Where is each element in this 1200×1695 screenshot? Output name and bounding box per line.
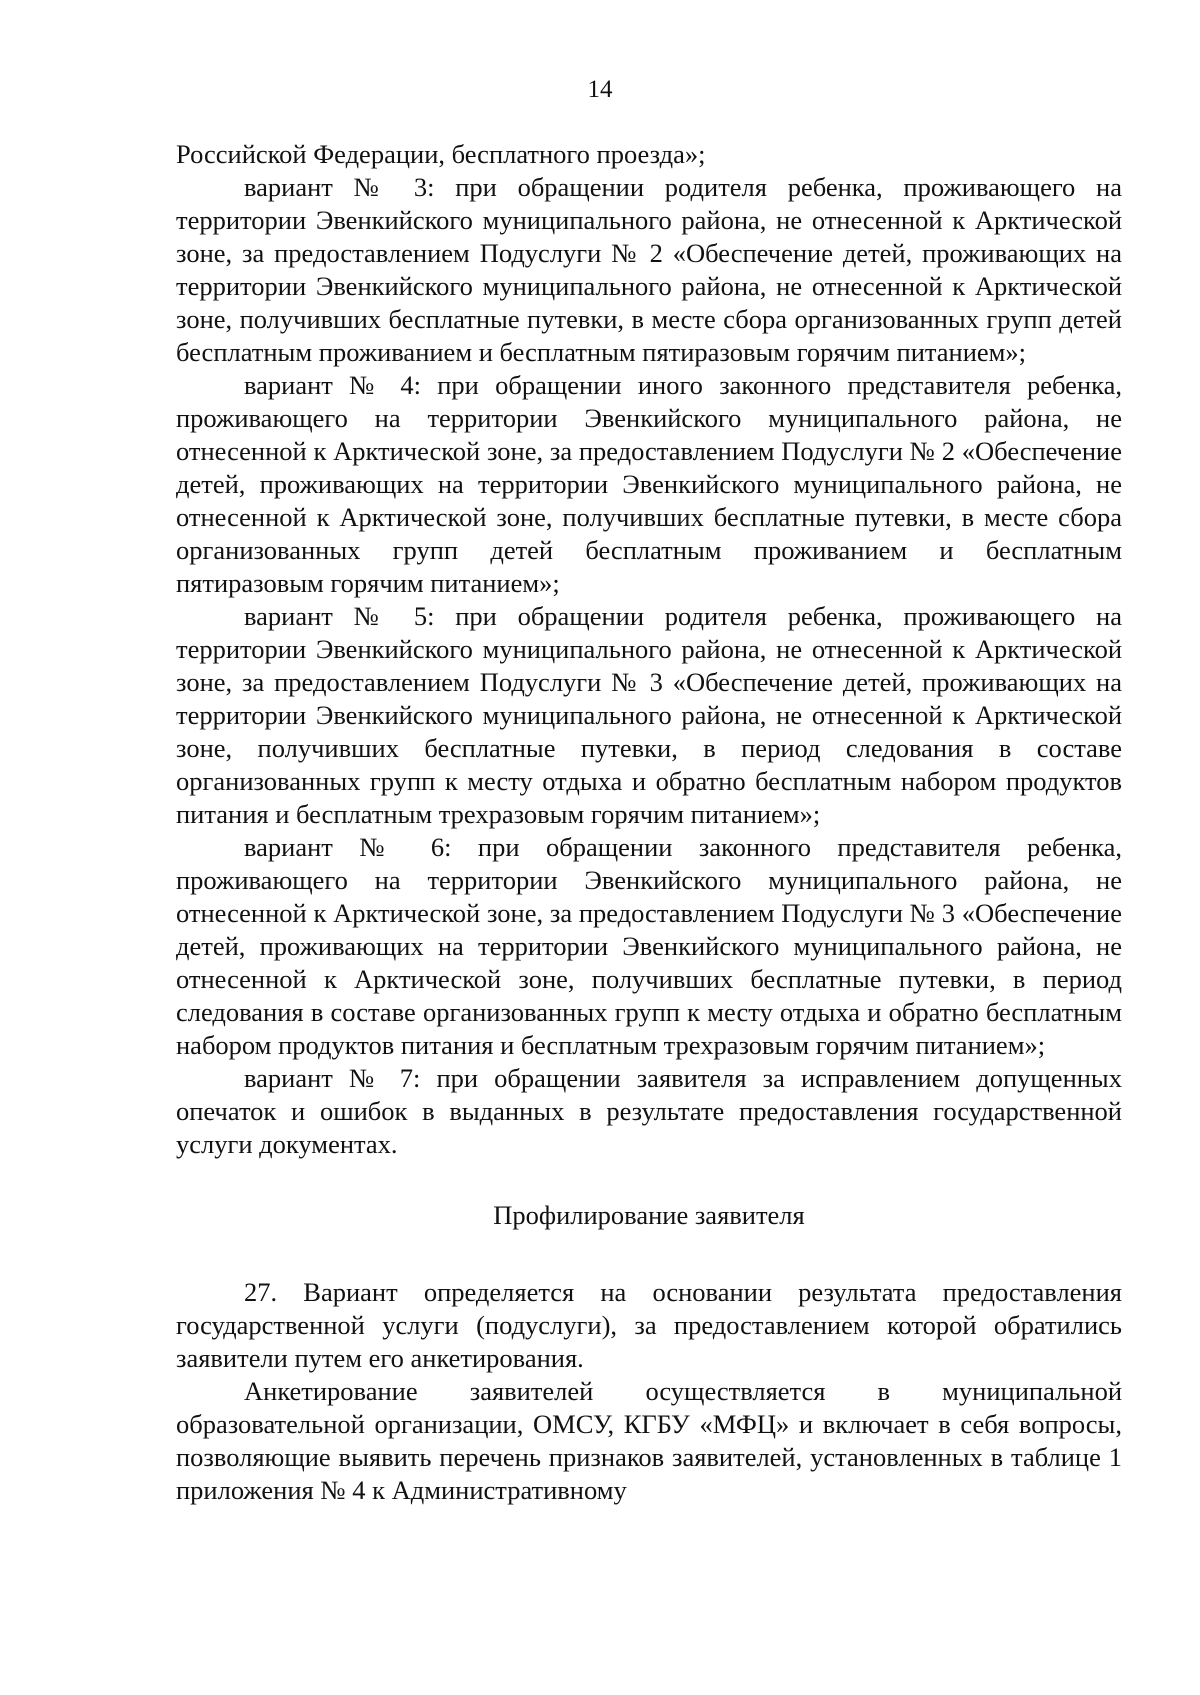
paragraph-continuation: Российской Федерации, бесплатного проезда»; (176, 139, 706, 169)
document-body (176, 138, 1122, 1507)
paragraph-variant-3: вариант № 3: при обращении родителя ребенка, проживающего на территории Эвенкийского муниципального района, не отнесенной к Арктической зоне, за предоставлением Подуслуги № 2 «Обеспечение детей, проживающих на территории Эвенкийского муниципального района, не отнесенной к Арктической зоне, получивших бесплатные путевки, в месте сбора организованных групп детей бесплатным проживанием и бесплатным пятиразовым горячим питанием»; (176, 172, 1122, 367)
paragraph-survey: Анкетирование заявителей осуществляется в муниципальной образовательной организации, ОМСУ, КГБУ «МФЦ» и включает в себя вопросы, позволяющие выявить перечень признаков заявителей, установленных в таблице 1 приложения № 4 к Административному (176, 1376, 1122, 1505)
paragraph-variant-7: вариант № 7: при обращении заявителя за исправлением допущенных опечаток и ошибок в выданных в результате предоставления государственной услуги документах. (176, 1063, 1122, 1159)
page-number: 14 (587, 76, 613, 103)
paragraph-item-27: 27. Вариант определяется на основании результата предоставления государственной услуги (подуслуги), за предоставлением которой обратились заявители путем его анкетирования. (176, 1277, 1122, 1373)
section-heading: Профилирование заявителя (493, 1200, 805, 1230)
paragraph-variant-4: вариант № 4: при обращении иного законного представителя ребенка, проживающего на территории Эвенкийского муниципального района, не отнесенной к Арктической зоне, за предоставлением Подуслуги № 2 «Обеспечение детей, проживающих на территории Эвенкийского муниципального района, не отнесенной к Арктической зоне, получивших бесплатные путевки, в месте сбора организованных групп детей бесплатным проживанием и бесплатным пятиразовым горячим питанием»; (176, 370, 1122, 598)
paragraph-variant-5: вариант № 5: при обращении родителя ребенка, проживающего на территории Эвенкийского муниципального района, не отнесенной к Арктической зоне, за предоставлением Подуслуги № 3 «Обеспечение детей, проживающих на территории Эвенкийского муниципального района, не отнесенной к Арктической зоне, получивших бесплатные путевки, в период следования в составе организованных групп к месту отдыха и обратно бесплатным набором продуктов питания и бесплатным трехразовым горячим питанием»; (176, 601, 1122, 829)
paragraph-variant-6: вариант № 6: при обращении законного представителя ребенка, проживающего на территории Эвенкийского муниципального района, не отнесенной к Арктической зоне, за предоставлением Подуслуги № 3 «Обеспечение детей, проживающих на территории Эвенкийского муниципального района, не отнесенной к Арктической зоне, получивших бесплатные путевки, в период следования в составе организованных групп к месту отдыха и обратно бесплатным набором продуктов питания и бесплатным трехразовым горячим питанием»; (176, 832, 1122, 1060)
